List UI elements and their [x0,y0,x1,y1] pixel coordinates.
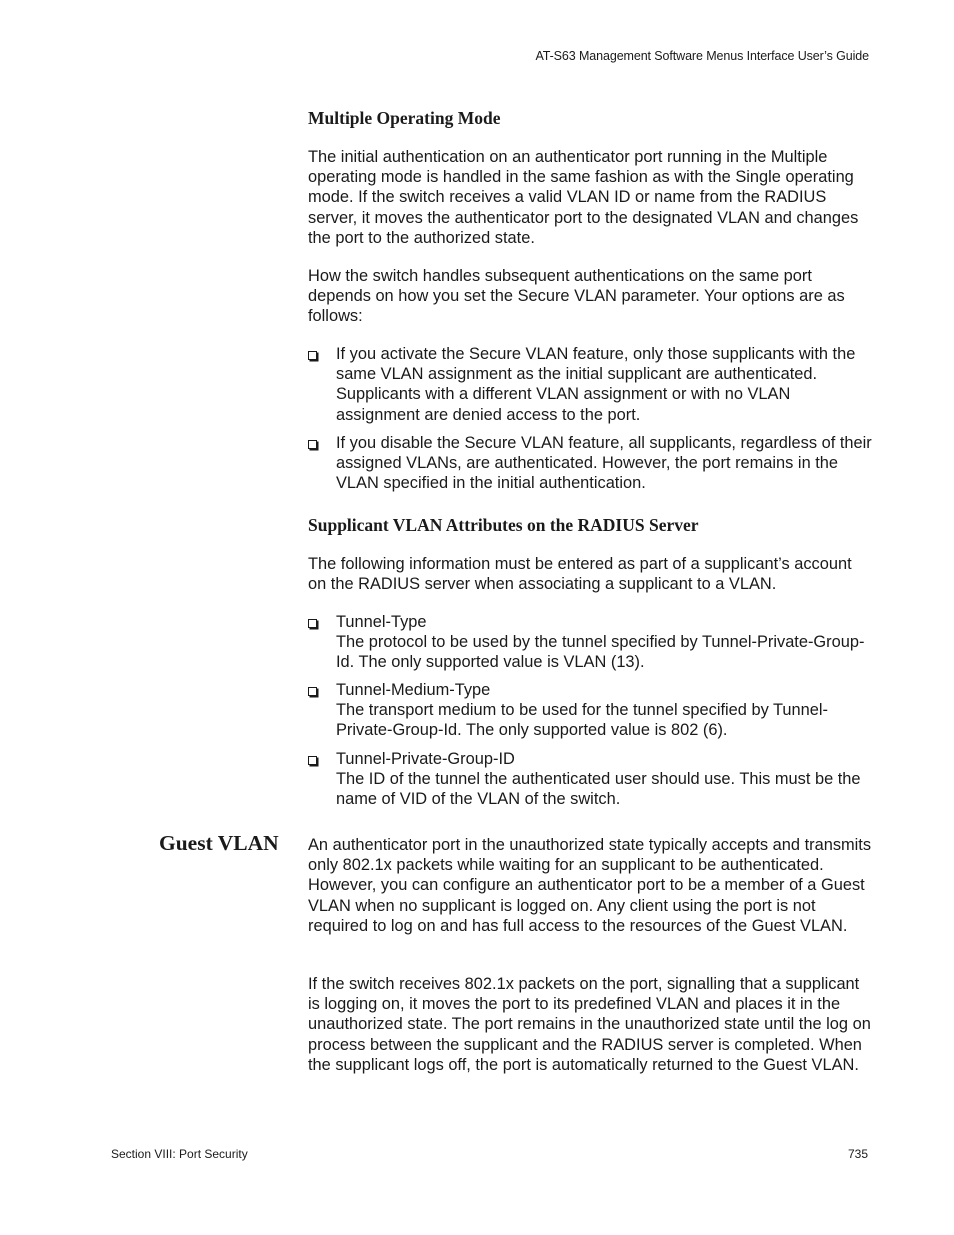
list-item-secure-vlan-activate [308,344,874,425]
paragraph-text: The following information must be entered as part of a supplicant’s account on the RADIUS server when associating a supplicant to a VLAN. [308,555,852,594]
checkbox-bullet-icon [308,351,317,360]
list-item-text: If you disable the Secure VLAN feature, all supplicants, regardless of their assigned VLANs, are authenticated. However, the port remains in the VLAN specified in the initial authentication. [336,434,872,493]
paragraph-guest-vlan-1 [308,835,874,936]
attribute-name: Tunnel-Type [336,613,427,631]
heading-supplicant-vlan-attributes: Supplicant VLAN Attributes on the RADIUS Server [308,515,699,535]
paragraph-text: An authenticator port in the unauthorized state typically accepts and transmits only 802.1x packets while waiting for an supplicant to be authenticated. However, you can configure an authenticator port to be a member of a Guest VLAN when no supplicant is logged on. Any client using the port is not required to log on and has full access to the resources of the Guest VLAN. [308,836,872,935]
paragraph-multiple-mode-1 [308,147,874,248]
paragraph-guest-vlan-2 [308,974,874,1075]
attribute-name: Tunnel-Private-Group-ID [336,750,515,768]
checkbox-bullet-icon [308,756,317,765]
list-item-text: If you activate the Secure VLAN feature, only those supplicants with the same VLAN assignment as the initial supplicant are authenticated. Supplicants with a different VLAN assignment or with no VLAN assignment are denied access to the port. [336,345,856,424]
attribute-description: The transport medium to be used for the tunnel specified by Tunnel-Private-Group-Id. The only supported value is 802 (6). [336,701,828,740]
page-number: 735 [847,1147,868,1161]
attribute-name: Tunnel-Medium-Type [336,681,491,699]
paragraph-multiple-mode-2 [308,266,874,327]
list-item-tunnel-private-group-id [308,749,874,810]
heading-multiple-operating-mode: Multiple Operating Mode [308,108,501,128]
running-header: AT-S63 Management Software Menus Interface User’s Guide [535,49,869,63]
checkbox-bullet-icon [308,619,317,628]
paragraph-attributes [308,554,874,594]
list-item-tunnel-medium-type [308,680,874,741]
paragraph-text: How the switch handles subsequent authentications on the same port depends on how you set the Secure VLAN parameter. Your options are as follows: [308,267,845,326]
attribute-description: The ID of the tunnel the authenticated user should use. This must be the name of VID of the VLAN of the switch. [336,770,861,809]
attribute-description: The protocol to be used by the tunnel specified by Tunnel-Private-Group-Id. The only supported value is VLAN (13). [336,633,865,672]
checkbox-bullet-icon [308,440,317,449]
paragraph-text: The initial authentication on an authenticator port running in the Multiple operating mode is handled in the same fashion as with the Single operating mode. If the switch receives a valid VLAN ID or name from the RADIUS server, it moves the authenticator port to the designated VLAN and changes the port to the authorized state. [308,148,859,247]
footer-section: Section VIII: Port Security [111,1147,248,1161]
heading-guest-vlan: Guest VLAN [159,831,279,855]
checkbox-bullet-icon [308,687,317,696]
list-item-secure-vlan-disable [308,433,874,494]
list-item-tunnel-type [308,612,874,673]
paragraph-text: If the switch receives 802.1x packets on the port, signalling that a supplicant is logging on, it moves the port to its predefined VLAN and places it in the unauthorized state. The port remains in the unauthorized state until the log on process between the supplicant and the RADIUS server is completed. When the supplicant logs off, the port is automatically returned to the Guest VLAN. [308,975,871,1074]
